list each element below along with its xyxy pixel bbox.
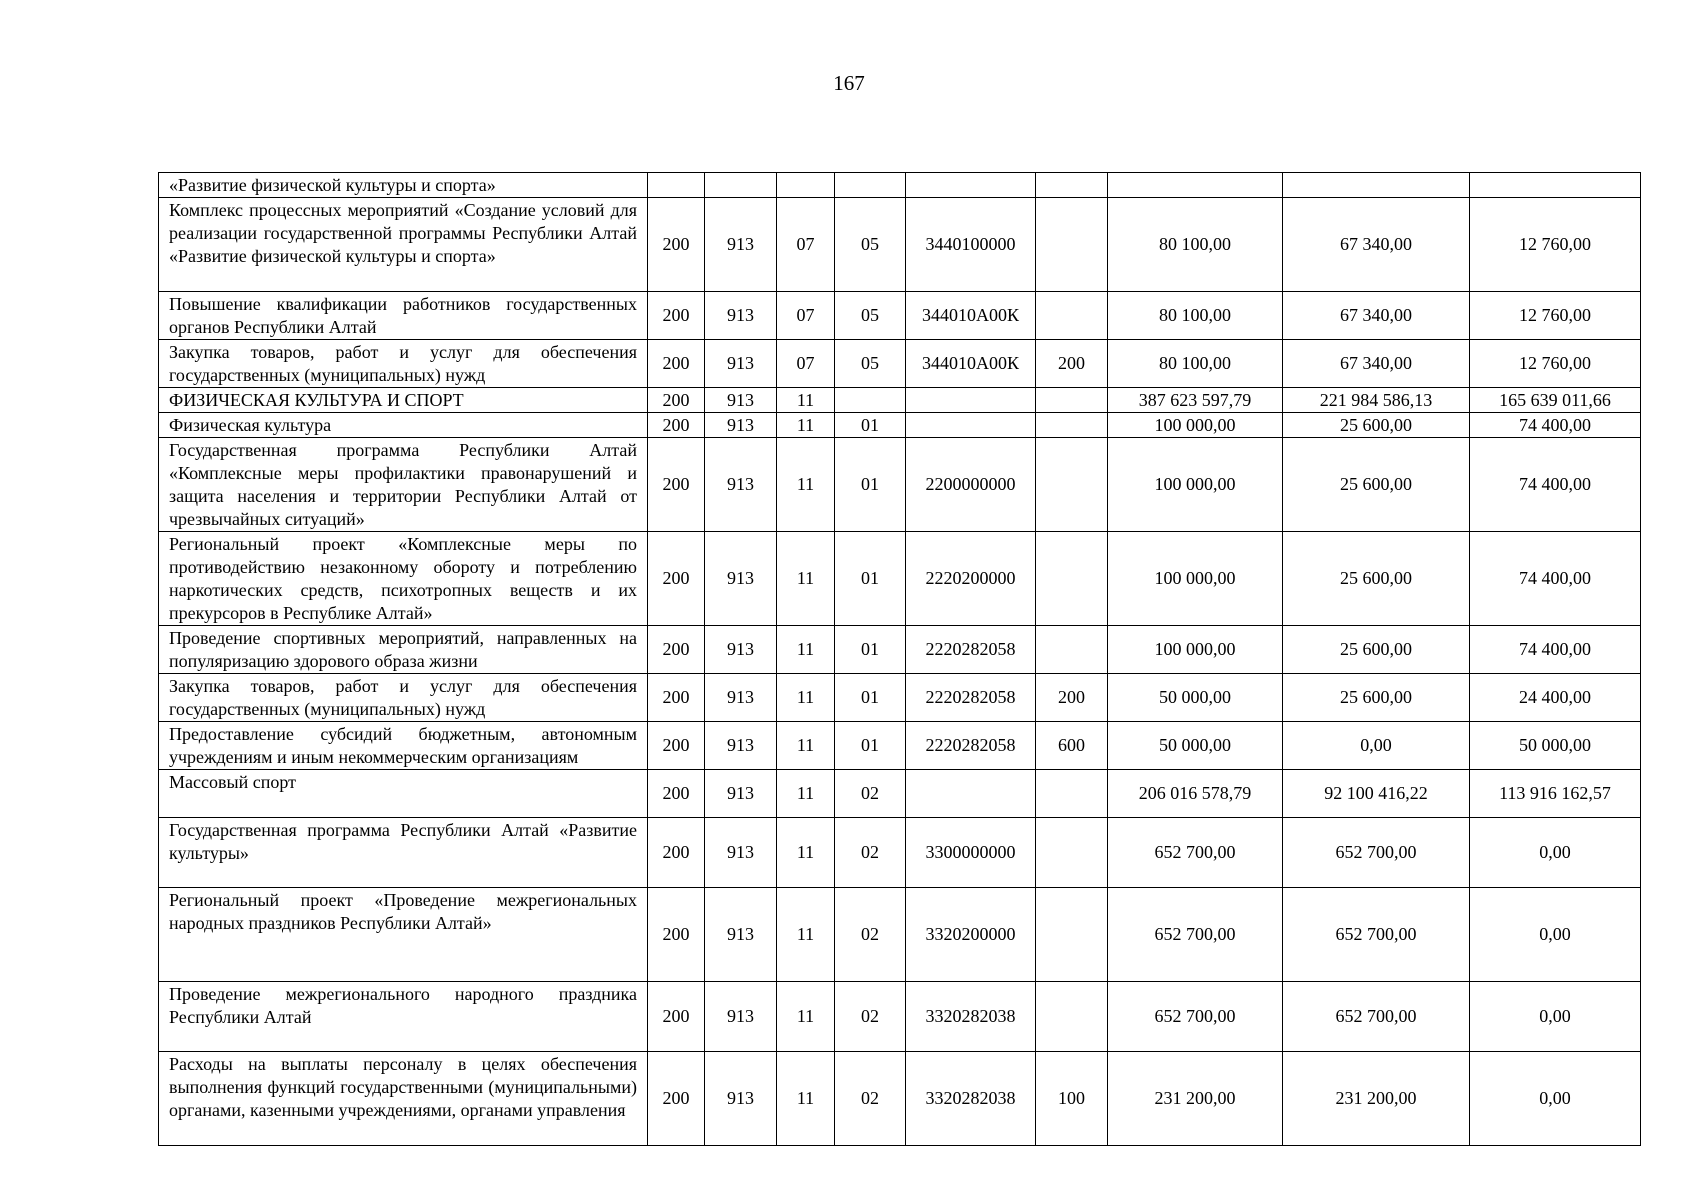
target-article-cell: 3300000000 — [906, 818, 1036, 888]
department-code-cell: 913 — [705, 198, 777, 292]
amount-cell-total: 50 000,00 — [1108, 674, 1283, 722]
amount-cell-total — [1108, 173, 1283, 198]
admin-code-cell: 200 — [648, 818, 705, 888]
table-row — [159, 388, 1641, 413]
amount-cell-3: 113 916 162,57 — [1470, 770, 1641, 818]
department-code-cell: 913 — [705, 413, 777, 438]
department-code-cell: 913 — [705, 438, 777, 532]
admin-code-cell: 200 — [648, 722, 705, 770]
expense-type-cell — [1036, 438, 1108, 532]
section-cell: 11 — [777, 982, 835, 1052]
amount-cell-2: 652 700,00 — [1283, 818, 1470, 888]
admin-code-cell: 200 — [648, 888, 705, 982]
subsection-cell — [835, 173, 906, 198]
target-article-cell: 344010А00К — [906, 292, 1036, 340]
amount-cell-2: 652 700,00 — [1283, 982, 1470, 1052]
subsection-cell: 05 — [835, 340, 906, 388]
amount-cell-3: 0,00 — [1470, 1052, 1641, 1146]
amount-cell-2: 25 600,00 — [1283, 438, 1470, 532]
row-name-cell: Закупка товаров, работ и услуг для обеспечения государственных (муниципальных) нужд — [159, 674, 648, 722]
subsection-cell: 05 — [835, 292, 906, 340]
amount-cell-2: 652 700,00 — [1283, 888, 1470, 982]
subsection-cell — [835, 388, 906, 413]
row-name-cell: «Развитие физической культуры и спорта» — [159, 173, 648, 198]
amount-cell-3: 12 760,00 — [1470, 340, 1641, 388]
target-article-cell: 2220282058 — [906, 674, 1036, 722]
table-row — [159, 340, 1641, 388]
table-row — [159, 532, 1641, 626]
expense-type-cell — [1036, 626, 1108, 674]
expense-type-cell: 100 — [1036, 1052, 1108, 1146]
amount-cell-3: 74 400,00 — [1470, 626, 1641, 674]
amount-cell-2: 231 200,00 — [1283, 1052, 1470, 1146]
section-cell: 07 — [777, 292, 835, 340]
target-article-cell: 2220200000 — [906, 532, 1036, 626]
row-name-cell: Проведение межрегионального народного праздника Республики Алтай — [159, 982, 648, 1052]
department-code-cell: 913 — [705, 722, 777, 770]
subsection-cell: 01 — [835, 413, 906, 438]
table-row — [159, 722, 1641, 770]
amount-cell-2 — [1283, 173, 1470, 198]
expense-type-cell: 200 — [1036, 674, 1108, 722]
subsection-cell: 02 — [835, 1052, 906, 1146]
row-name-cell: Проведение спортивных мероприятий, направленных на популяризацию здорового образа жизни — [159, 626, 648, 674]
expense-type-cell — [1036, 770, 1108, 818]
admin-code-cell: 200 — [648, 340, 705, 388]
target-article-cell — [906, 173, 1036, 198]
table-row — [159, 173, 1641, 198]
section-cell: 11 — [777, 388, 835, 413]
target-article-cell: 2220282058 — [906, 626, 1036, 674]
target-article-cell: 344010А00К — [906, 340, 1036, 388]
amount-cell-2: 25 600,00 — [1283, 674, 1470, 722]
expense-type-cell — [1036, 888, 1108, 982]
subsection-cell: 01 — [835, 674, 906, 722]
expense-type-cell — [1036, 173, 1108, 198]
subsection-cell: 01 — [835, 532, 906, 626]
row-name-cell: Физическая культура — [159, 413, 648, 438]
department-code-cell: 913 — [705, 340, 777, 388]
amount-cell-3: 12 760,00 — [1470, 292, 1641, 340]
section-cell: 11 — [777, 722, 835, 770]
amount-cell-2: 25 600,00 — [1283, 532, 1470, 626]
department-code-cell: 913 — [705, 1052, 777, 1146]
amount-cell-2: 67 340,00 — [1283, 292, 1470, 340]
amount-cell-total: 80 100,00 — [1108, 340, 1283, 388]
department-code-cell: 913 — [705, 818, 777, 888]
table-row — [159, 770, 1641, 818]
expense-type-cell — [1036, 198, 1108, 292]
amount-cell-3: 0,00 — [1470, 982, 1641, 1052]
section-cell: 11 — [777, 888, 835, 982]
amount-cell-2: 25 600,00 — [1283, 626, 1470, 674]
department-code-cell: 913 — [705, 674, 777, 722]
table-row — [159, 888, 1641, 982]
row-name-cell: Государственная программа Республики Алтай «Развитие культуры» — [159, 818, 648, 888]
table-row — [159, 818, 1641, 888]
amount-cell-total: 652 700,00 — [1108, 888, 1283, 982]
admin-code-cell: 200 — [648, 438, 705, 532]
admin-code-cell — [648, 173, 705, 198]
section-cell: 11 — [777, 413, 835, 438]
row-name-cell: Региональный проект «Проведение межрегиональных народных праздников Республики Алтай» — [159, 888, 648, 982]
department-code-cell — [705, 173, 777, 198]
row-name-cell: Массовый спорт — [159, 770, 648, 818]
table-row — [159, 674, 1641, 722]
table-row — [159, 626, 1641, 674]
admin-code-cell: 200 — [648, 413, 705, 438]
admin-code-cell: 200 — [648, 674, 705, 722]
expense-type-cell: 200 — [1036, 340, 1108, 388]
expense-type-cell — [1036, 388, 1108, 413]
admin-code-cell: 200 — [648, 626, 705, 674]
amount-cell-3: 0,00 — [1470, 888, 1641, 982]
section-cell: 11 — [777, 1052, 835, 1146]
subsection-cell: 01 — [835, 722, 906, 770]
amount-cell-total: 50 000,00 — [1108, 722, 1283, 770]
amount-cell-total: 387 623 597,79 — [1108, 388, 1283, 413]
department-code-cell: 913 — [705, 532, 777, 626]
admin-code-cell: 200 — [648, 982, 705, 1052]
target-article-cell: 2200000000 — [906, 438, 1036, 532]
budget-table — [158, 172, 1641, 1146]
admin-code-cell: 200 — [648, 1052, 705, 1146]
amount-cell-3: 50 000,00 — [1470, 722, 1641, 770]
section-cell: 07 — [777, 198, 835, 292]
amount-cell-total: 231 200,00 — [1108, 1052, 1283, 1146]
amount-cell-total: 206 016 578,79 — [1108, 770, 1283, 818]
expense-type-cell — [1036, 413, 1108, 438]
row-name-cell: ФИЗИЧЕСКАЯ КУЛЬТУРА И СПОРТ — [159, 388, 648, 413]
amount-cell-total: 100 000,00 — [1108, 413, 1283, 438]
amount-cell-3: 0,00 — [1470, 818, 1641, 888]
admin-code-cell: 200 — [648, 770, 705, 818]
amount-cell-total: 100 000,00 — [1108, 438, 1283, 532]
amount-cell-2: 221 984 586,13 — [1283, 388, 1470, 413]
table-row — [159, 1052, 1641, 1146]
section-cell: 07 — [777, 340, 835, 388]
expense-type-cell — [1036, 292, 1108, 340]
table-row — [159, 982, 1641, 1052]
target-article-cell: 3320282038 — [906, 982, 1036, 1052]
section-cell: 11 — [777, 438, 835, 532]
admin-code-cell: 200 — [648, 388, 705, 413]
row-name-cell: Государственная программа Республики Алтай «Комплексные меры профилактики правонарушений и защита населения и территории Республики Алтай от чрезвычайных ситуаций» — [159, 438, 648, 532]
department-code-cell: 913 — [705, 888, 777, 982]
amount-cell-3: 74 400,00 — [1470, 413, 1641, 438]
admin-code-cell: 200 — [648, 292, 705, 340]
subsection-cell: 01 — [835, 438, 906, 532]
section-cell: 11 — [777, 532, 835, 626]
admin-code-cell: 200 — [648, 532, 705, 626]
table-row — [159, 292, 1641, 340]
target-article-cell: 3320282038 — [906, 1052, 1036, 1146]
amount-cell-2: 92 100 416,22 — [1283, 770, 1470, 818]
amount-cell-3: 12 760,00 — [1470, 198, 1641, 292]
amount-cell-total: 652 700,00 — [1108, 818, 1283, 888]
table-row — [159, 198, 1641, 292]
subsection-cell: 02 — [835, 888, 906, 982]
subsection-cell: 02 — [835, 818, 906, 888]
row-name-cell: Расходы на выплаты персоналу в целях обеспечения выполнения функций государственными (муниципальными) органами, казенными учреждениями, органами управления — [159, 1052, 648, 1146]
expense-type-cell: 600 — [1036, 722, 1108, 770]
row-name-cell: Комплекс процессных мероприятий «Создание условий для реализации государственной программы Республики Алтай «Развитие физической культуры и спорта» — [159, 198, 648, 292]
amount-cell-2: 25 600,00 — [1283, 413, 1470, 438]
section-cell: 11 — [777, 626, 835, 674]
amount-cell-2: 0,00 — [1283, 722, 1470, 770]
subsection-cell: 02 — [835, 770, 906, 818]
row-name-cell: Предоставление субсидий бюджетным, автономным учреждениям и иным некоммерческим организациям — [159, 722, 648, 770]
target-article-cell: 2220282058 — [906, 722, 1036, 770]
amount-cell-total: 80 100,00 — [1108, 292, 1283, 340]
row-name-cell: Региональный проект «Комплексные меры по противодействию незаконному обороту и потреблению наркотических средств, психотропных веществ и их прекурсоров в Республике Алтай» — [159, 532, 648, 626]
section-cell: 11 — [777, 674, 835, 722]
amount-cell-total: 100 000,00 — [1108, 626, 1283, 674]
row-name-cell: Повышение квалификации работников государственных органов Республики Алтай — [159, 292, 648, 340]
subsection-cell: 02 — [835, 982, 906, 1052]
table-row — [159, 438, 1641, 532]
target-article-cell: 3440100000 — [906, 198, 1036, 292]
department-code-cell: 913 — [705, 292, 777, 340]
table-row — [159, 413, 1641, 438]
section-cell: 11 — [777, 770, 835, 818]
row-name-cell: Закупка товаров, работ и услуг для обеспечения государственных (муниципальных) нужд — [159, 340, 648, 388]
amount-cell-2: 67 340,00 — [1283, 198, 1470, 292]
amount-cell-2: 67 340,00 — [1283, 340, 1470, 388]
expense-type-cell — [1036, 532, 1108, 626]
amount-cell-3: 74 400,00 — [1470, 532, 1641, 626]
department-code-cell: 913 — [705, 982, 777, 1052]
department-code-cell: 913 — [705, 388, 777, 413]
budget-table-body — [159, 173, 1641, 1146]
department-code-cell: 913 — [705, 626, 777, 674]
amount-cell-3 — [1470, 173, 1641, 198]
section-cell — [777, 173, 835, 198]
subsection-cell: 05 — [835, 198, 906, 292]
admin-code-cell: 200 — [648, 198, 705, 292]
section-cell: 11 — [777, 818, 835, 888]
amount-cell-total: 652 700,00 — [1108, 982, 1283, 1052]
amount-cell-total: 80 100,00 — [1108, 198, 1283, 292]
target-article-cell — [906, 413, 1036, 438]
department-code-cell: 913 — [705, 770, 777, 818]
target-article-cell — [906, 770, 1036, 818]
amount-cell-3: 165 639 011,66 — [1470, 388, 1641, 413]
target-article-cell: 3320200000 — [906, 888, 1036, 982]
expense-type-cell — [1036, 982, 1108, 1052]
amount-cell-3: 74 400,00 — [1470, 438, 1641, 532]
amount-cell-3: 24 400,00 — [1470, 674, 1641, 722]
page-number: 167 — [833, 71, 865, 95]
subsection-cell: 01 — [835, 626, 906, 674]
target-article-cell — [906, 388, 1036, 413]
expense-type-cell — [1036, 818, 1108, 888]
amount-cell-total: 100 000,00 — [1108, 532, 1283, 626]
